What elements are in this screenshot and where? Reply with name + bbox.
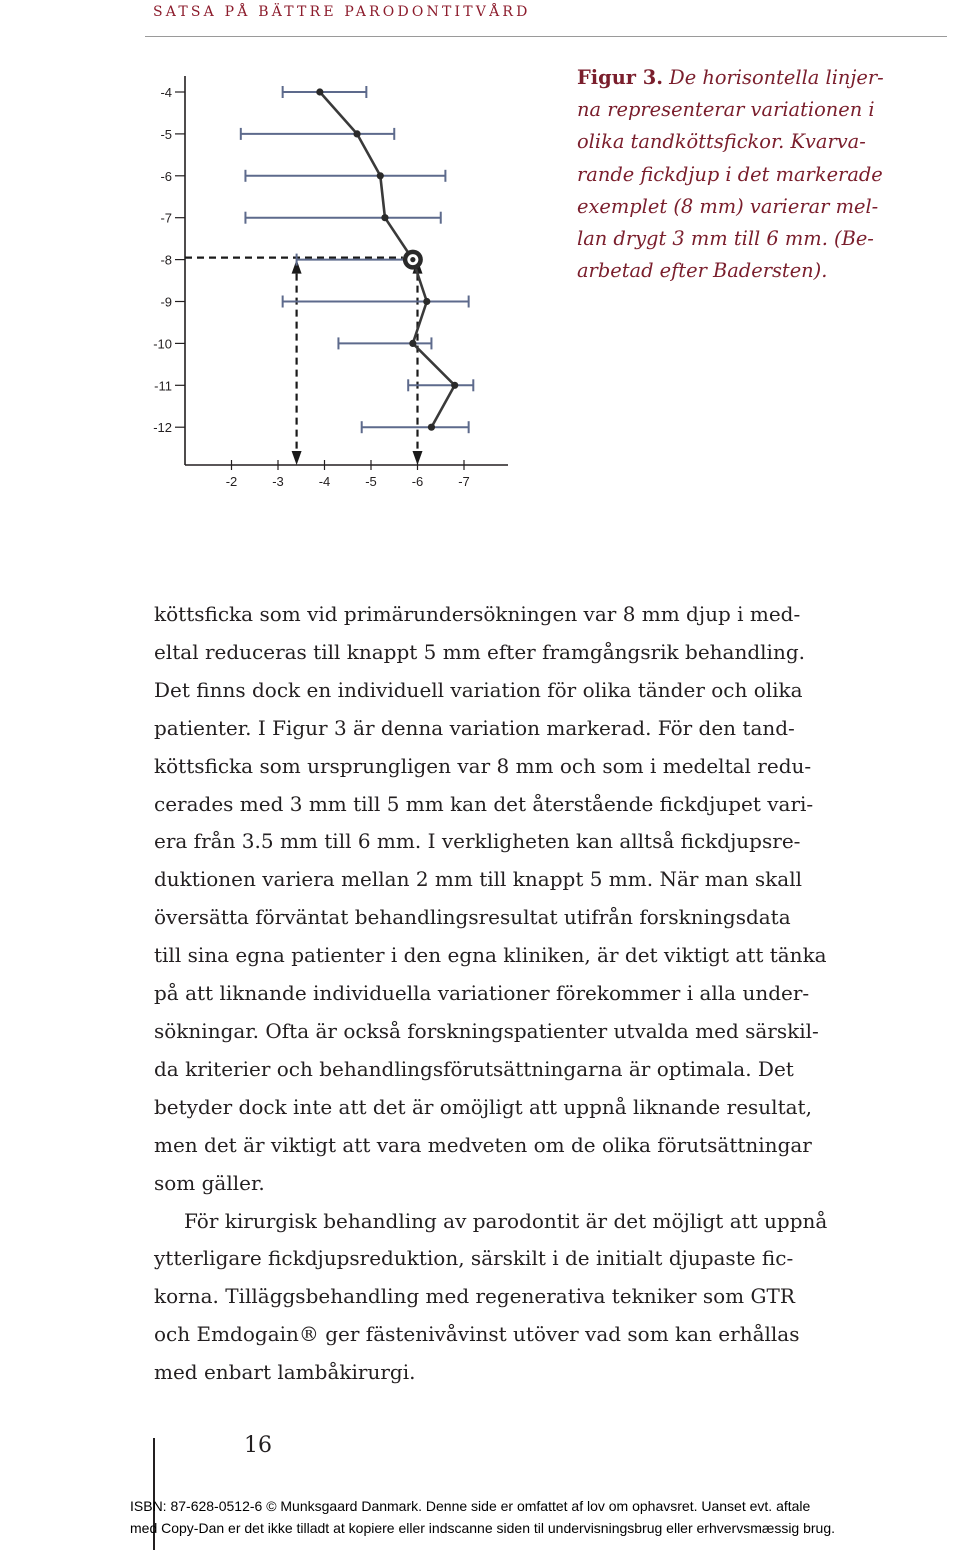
figure-label: Figur 3. [577, 66, 663, 89]
y-tick-label: -5 [160, 126, 172, 142]
y-tick-label: -9 [160, 294, 172, 310]
chart-dashed-guides [185, 258, 423, 465]
data-point [381, 214, 388, 221]
caption-line: lan drygt 3 mm till 6 mm. (Be- [577, 227, 874, 251]
data-point [451, 382, 458, 389]
body-line: duktionen variera mellan 2 mm till knappt 5 mm. När man skall [154, 867, 803, 892]
x-tick-label: -4 [318, 474, 331, 489]
y-tick-label: -10 [153, 336, 172, 352]
arrow-down-icon [413, 451, 423, 465]
caption-line: rande fickdjup i det markerade [577, 162, 883, 186]
y-tick-label: -6 [160, 168, 172, 184]
body-line: på att liknande individuella variationer förekommer i alla under- [154, 981, 810, 1006]
body-line: För kirurgisk behandling av parodontit är det möjligt att uppnå [184, 1208, 828, 1233]
data-point [377, 172, 384, 179]
data-point [316, 88, 323, 95]
arrow-down-icon [292, 451, 302, 465]
body-line: men det är viktigt att vara medveten om de olika förutsättningar [154, 1132, 812, 1157]
chart-error-bars [241, 86, 473, 433]
highlighted-point-center [410, 257, 415, 262]
caption-line: exemplet (8 mm) varierar mel- [577, 194, 879, 218]
body-line: till sina egna patienter i den egna kliniken, är det viktigt att tänka [154, 943, 827, 968]
body-line: översätta förväntat behandlingsresultat utifrån forskningsdata [154, 905, 791, 930]
footer-line: med Copy-Dan er det ikke tilladt at kopiere eller indscanne siden til undervisningsbrug eller erhvervsmæssig brug. [130, 1520, 836, 1536]
body-line: köttsficka som ursprungligen var 8 mm och som i medeltal redu- [154, 753, 812, 778]
y-tick-label: -7 [160, 210, 172, 226]
body-line: eltal reduceras till knappt 5 mm efter framgångsrik behandling. [154, 639, 805, 664]
page-number: 16 [244, 1433, 272, 1458]
x-tick-label: -5 [365, 474, 377, 489]
caption-line: na representerar variationen i [577, 98, 875, 122]
body-line: som gäller. [154, 1170, 265, 1195]
running-head: SATSA PÅ BÄTTRE PARODONTITVÅRD [153, 4, 531, 20]
body-line: köttsficka som vid primärundersökningen var 8 mm djup i med- [154, 602, 801, 626]
x-tick-label: -2 [225, 474, 238, 489]
caption-line: olika tandköttsfickor. Kvarva- [577, 130, 866, 154]
body-line: ytterligare fickdjupsreduktion, särskilt i de initialt djupaste fic- [154, 1246, 794, 1271]
body-line: och Emdogain® ger fästenivåvinst utöver vad som kan erhållas [154, 1322, 800, 1347]
figure-caption [577, 62, 917, 287]
body-line: sökningar. Ofta är också forskningspatienter utvalda med särskil- [154, 1018, 819, 1043]
copyright-footer [130, 1495, 955, 1539]
body-line: era från 3.5 mm till 6 mm. I verkligheten kan alltså fickdjupsre- [154, 829, 801, 854]
body-line: med enbart lambåkirurgi. [154, 1360, 416, 1385]
y-tick-label: -8 [160, 252, 172, 268]
data-point [353, 130, 360, 137]
body-line: betyder dock inte att det är omöjligt att uppnå liknande resultat, [154, 1094, 812, 1119]
data-point [423, 298, 430, 305]
caption-line: arbetad efter Badersten). [577, 259, 828, 283]
body-line: patienter. I Figur 3 är denna variation markerad. För den tand- [154, 715, 795, 740]
y-tick-label: -11 [154, 378, 172, 394]
data-point [409, 340, 416, 347]
y-tick-label: -12 [153, 420, 172, 436]
x-tick-label: -7 [458, 474, 470, 489]
body-line: korna. Tilläggsbehandling med regenerativa tekniker som GTR [154, 1284, 795, 1309]
body-line: Det finns dock en individuell variation för olika tänder och olika [154, 677, 803, 702]
body-line: da kriterier och behandlingsförutsättningarna är optimala. Det [154, 1056, 794, 1081]
caption-line: De horisontella linjer- [669, 66, 884, 89]
data-point [428, 424, 435, 431]
body-text [154, 596, 904, 1392]
x-tick-label: -6 [411, 474, 424, 489]
y-tick-label: -4 [160, 85, 172, 100]
footer-line: ISBN: 87-628-0512-6 © Munksgaard Danmark. Denne side er omfattet af lov om ophavsret. Uanset evt. aftale [130, 1498, 811, 1514]
body-line: cerades med 3 mm till 5 mm kan det återstående fickdjupet vari- [154, 791, 814, 816]
x-tick-label: -3 [272, 474, 284, 489]
